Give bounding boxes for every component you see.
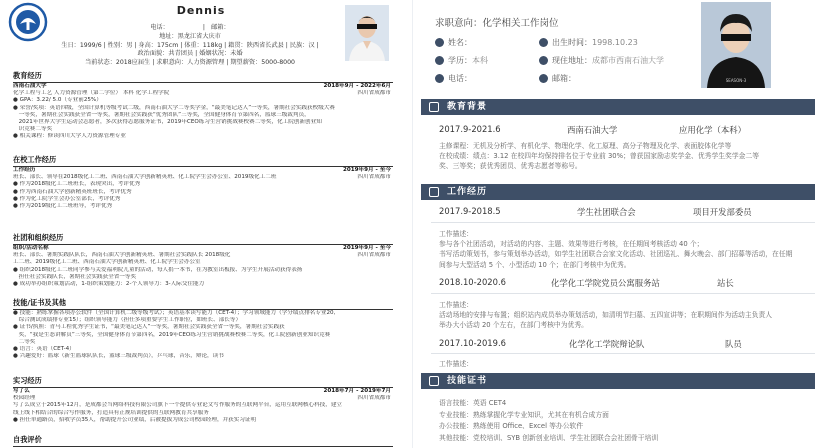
info-email: 邮箱：: [539, 73, 576, 84]
job-status-row: 当前状态：2018应届生 | 求职意向：人力资源管理 | 期望薪资：5000-8000: [84, 59, 295, 66]
section-line: ● 作为西南石油大学创新精英班班长，考评优秀: [13, 188, 132, 195]
section-line: 工二班、2019级化工二班、西南石油大学创新精英班、化工院学生会办公室: [13, 259, 201, 266]
section-line: ● 组织2018级化工二班同学参与关爱福利院儿童的活动，每人捐一本书，在为教室出板报、为学生开展活动获得表扬: [13, 266, 303, 273]
self-evaluation-section: [13, 435, 393, 447]
address-row: 地址：黑龙江省大庆市: [159, 33, 221, 40]
work-description: 工作描述： 活动场地的安排与布置；组织站内成员举办策划活动，如清明节扫墓、五四宣讲等；在职期间作为活动主负责人 举办大小活动 20 个左右，在部门考核中为优秀。: [439, 301, 773, 330]
divider: [431, 222, 815, 223]
job-intent: 求职意向：化学相关工作岗位: [435, 18, 559, 29]
work-description: 工作描述： 参与各个社团活动，对活动的内容、主题、效果等进行考核，在任期间考核活动 40 个； 书写活动策划书，参与策划举办活动，如学生社团联合会家文化活动、社团巡礼、舞火晚会、部门招募等活动，在任期 间参与大型活动 5 个、小型活动 10 个；在部门考核中为优秀。: [439, 230, 793, 269]
section-title: 在校工作经历: [13, 155, 393, 167]
section-line: ● 成功举办组织策划活动，1-组织策划能力：2-个人领导力：3-人际交往能力: [13, 281, 205, 288]
section-line: 班长、部长、领导在2018级化工二班、西南石油大学创新精英班、化工院学生会办公室、2019级化工二班 四川省成都市: [13, 174, 391, 181]
mail-icon: [539, 74, 548, 83]
section-title: 自我评价: [13, 435, 393, 447]
section-title: 社团和组织经历: [13, 233, 393, 245]
education-header: 教育背景: [421, 99, 815, 115]
section-line: 工作经历 2019年9月 - 至今: [13, 167, 391, 173]
briefcase-icon: [429, 187, 439, 197]
work-entry: 2017.10-2019.6 化学化工学院辩论队 队员: [439, 338, 742, 349]
info-address: 现住地址：成都市西南石油大学: [539, 55, 664, 66]
certificate-icon: [429, 376, 439, 386]
work-entry: 2018.10-2020.6 化学化工学院党员公寓服务站 站长: [439, 277, 734, 288]
section-line: ● 证书/执照：青马工程优秀学生证书，“最美笔记达人”一等奖，暑期社会实践获全省一等奖，暑期社会实践获: [13, 324, 285, 331]
section-line: 班长、部长、暑期实践队队长，西南石油大学创新精英班、暑期社会实践队长 2018级化 四川省成都市: [13, 252, 391, 259]
work-description: 工作描述：: [439, 360, 473, 368]
section-line: ● 作为2019级化工二班班导，考评优秀: [13, 203, 113, 210]
section-line: 一等奖，暑期社会实践获全省一等奖，暑期社会实践获“优秀团队”三等奖，全国健身体育节第四名，篮球三级裁判员，: [13, 111, 310, 118]
user-icon: [435, 38, 444, 47]
work-header: 工作经历: [421, 184, 815, 200]
section-line: 2021年世界大学生运动会志愿者，多次获得志愿服务证书，2019年CEO练习生营销挑战赛校赛二等奖，化工院创新创业知: [13, 119, 322, 126]
book-icon: [429, 102, 439, 112]
political-status-row: 政治面貌：共青团员 | 婚姻状况：未婚: [137, 50, 243, 57]
candidate-name: Dennis: [176, 4, 226, 17]
education-icon: [435, 56, 444, 65]
internship-section: [13, 376, 393, 424]
section-line: ● GPA：3.22/ 5.0（专业前25%）: [13, 97, 102, 104]
organization-section: [13, 233, 393, 288]
section-line: 写了么成立于2015年12月，是成都会当网络科技有限公司旗下一个提供专业论文写作服务的互联网平台，运用互联网核心科技，建立: [13, 402, 343, 409]
campus-work-section: [13, 155, 393, 210]
section-line: ● 兴趣爱好：篮球（新生篮球队队长，篮球三级裁判员），乒乓球，音乐，辩论，读书: [13, 353, 224, 360]
section-line: 校园经理 四川省成都市: [13, 395, 391, 402]
education-section: [13, 71, 393, 141]
section-line: ● 语言：英语（CET-4）: [13, 346, 75, 353]
phone-icon: [435, 74, 444, 83]
section-title: 教育经历: [13, 71, 393, 83]
resume-page-left: [0, 0, 402, 448]
section-line: ● 相关课程：修读四川大学人力资源管理专业: [13, 133, 126, 140]
info-birthday: 出生时间：1998.10.23: [539, 37, 638, 48]
photo-caption: SEASON-3: [725, 78, 747, 83]
work-entry: 2017.9-2018.5 学生社团联合会 项目开发部委员: [439, 206, 752, 217]
birthday-icon: [539, 38, 548, 47]
section-line: 识竞赛二等奖: [13, 126, 53, 133]
candidate-photo: [345, 5, 389, 61]
skills-description: 语言技能：英语 CET4 专业技能：熟练掌握化学专业知识，尤其在有机合成方面 办公技能：熟练使用 Office、Excel 等办公软件 其他技能：党校培训、SYB 创新创业培训、学生社团联合会社团骨干培训: [439, 399, 659, 442]
contact-row: 电话： | 邮箱：: [150, 24, 230, 31]
section-line: ● 技能：熟练掌握各项办公软件（全国计算机二级等级考试）；英语基本读写能力（CET-4）；学习领域能力（学分绩点排名专业20,: [13, 310, 336, 316]
section-line: 二等奖: [13, 338, 36, 345]
section-line: 奖，“我是生态讲解员”三等奖，全国健身体育节第四名，2019年CEO练习生营销挑战赛校赛二等奖，化工院创新创业知识竞赛: [13, 331, 331, 338]
section-line: 组织/活动名称 2019年9月 - 至今: [13, 245, 391, 251]
skills-header: 技能证书: [421, 373, 815, 389]
section-line: 西南石油大学 2018年9月 - 2022年6月: [13, 83, 391, 89]
section-title: 实习经历: [13, 376, 393, 388]
section-line: 担任社会实践队长，暑期社会实践获全省一等奖: [13, 273, 137, 280]
resume-page-right: [412, 0, 816, 448]
section-line: ● 作为2018级化工二班班长，表现突出，考评优秀: [13, 181, 141, 188]
basic-info-row: 生日：1999/6 | 性别：男 | 身高：175cm | 体重：118kg | 籍贯：陕西省长武县 | 民族：汉 |: [61, 42, 319, 49]
divider: [431, 353, 815, 354]
candidate-photo: [701, 2, 771, 88]
section-line: ● 担任单通路员，招收学员35人，帮助提升公司业绩，后被提拔为成公司校园经理，并获实习证明: [13, 416, 257, 423]
section-title: 技能/证书及其他: [13, 298, 393, 310]
section-line: 写了么 2018年7月 - 2019年7月: [13, 388, 391, 394]
info-name: 姓名：: [435, 37, 472, 48]
section-line: 线上线下相结合的综合写作服务，打造具有正规培训提供的互联网教育共享服务: [13, 409, 209, 416]
section-line: 化学工程与工艺 人力资源管理（第二学位） 本科 化学工程学院 四川省成都市: [13, 90, 391, 97]
section-line: ● 荣誉/奖项：英语四级，全国计算机等级考试二级，西南石油大学二等奖学金，“最美笔记达人”一等奖，暑期社会实践获校级大赛: [13, 104, 335, 111]
divider: [431, 293, 815, 294]
info-phone: 电话：: [435, 73, 472, 84]
education-entry: 2017.9-2021.6 西南石油大学 应用化学（本科）: [439, 124, 746, 135]
skills-section: [13, 298, 393, 360]
section-line: ● 作为化工院学生会办公室部长，考评优秀: [13, 195, 121, 202]
section-line: 综合测试成绩排专业15）；组织领导能力（担任多项重要学生工作职位，如班长、部长等）: [13, 317, 242, 324]
location-icon: [539, 56, 548, 65]
education-description: 主修课程：无机及分析学、有机化学、物理化学、化工原理、高分子物理及化学、表面胶体化学等 在校成绩：绩点：3.12 在校四年均保持排名位于专业前 30%；曾获国家励志奖学金、优秀学生奖学金二等 奖、三等奖；获优秀团员、优秀志愿者等称号。: [439, 142, 760, 171]
info-education: 学历：本科: [435, 55, 488, 66]
